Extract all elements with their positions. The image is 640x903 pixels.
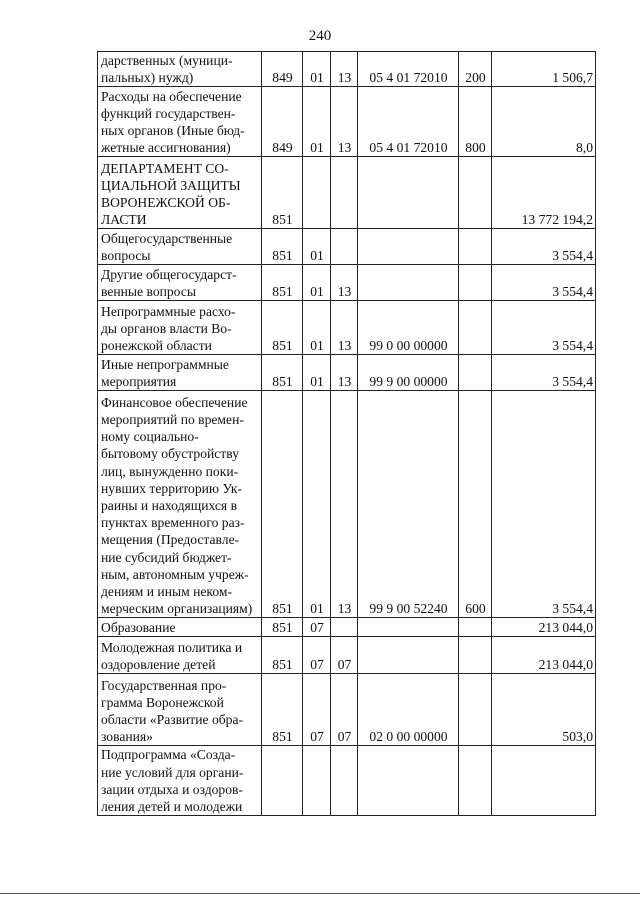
row-gr-code-cell: 851 [262,618,303,637]
row-section-cell [303,746,331,816]
row-expense-type-cell: 600 [459,391,492,618]
row-name-cell [98,355,262,391]
row-name-text: Государственная про- грамма Воронежской области «Развитие обра- зования» [101,677,244,745]
row-subsection-cell [331,618,358,637]
row-gr-code-cell: 851 [262,301,303,355]
row-subsection-cell: 13 [331,301,358,355]
table-row [98,746,596,816]
row-section-cell [303,157,331,229]
row-section-cell: 07 [303,674,331,746]
row-target-article-cell: 99 0 00 00000 [358,301,459,355]
row-target-article-cell [358,157,459,229]
row-amount-cell: 3 554,4 [492,229,596,265]
table-row [98,52,596,87]
row-amount-cell: 503,0 [492,674,596,746]
table-row [98,355,596,391]
row-section-cell: 07 [303,618,331,637]
row-gr-code-cell: 851 [262,674,303,746]
row-name-text: Непрограммные расхо- ды органов власти Во- ронежской области [101,303,236,354]
row-gr-code-cell: 851 [262,637,303,674]
row-section-cell: 01 [303,355,331,391]
table-row [98,87,596,157]
row-expense-type-cell [459,229,492,265]
row-expense-type-cell [459,746,492,816]
row-section-cell: 01 [303,87,331,157]
row-name-text: Финансовое обеспечение мероприятий по времен- ному социально- бытовому обустройству лиц, вынужденно поки- нувших территорию Ук- раины и находящихся в пунктах временного раз- мещения (Предоставле- ние субсидий бюджет- ным, автономным учреж- дениям и иным неком- мерческим организациям) [101,394,253,617]
row-subsection-cell [331,229,358,265]
row-amount-cell: 8,0 [492,87,596,157]
row-name-cell [98,301,262,355]
row-target-article-cell [358,618,459,637]
row-subsection-cell: 13 [331,391,358,618]
row-name-cell [98,87,262,157]
table-row [98,301,596,355]
row-target-article-cell: 05 4 01 72010 [358,52,459,87]
row-name-cell [98,265,262,301]
table-row [98,674,596,746]
table-row [98,618,596,637]
row-section-cell: 07 [303,637,331,674]
table-row [98,637,596,674]
row-section-cell: 01 [303,301,331,355]
row-amount-cell: 3 554,4 [492,355,596,391]
table-row [98,391,596,618]
row-target-article-cell: 02 0 00 00000 [358,674,459,746]
row-gr-code-cell [262,746,303,816]
row-section-cell: 01 [303,265,331,301]
row-name-cell [98,674,262,746]
row-target-article-cell: 99 9 00 52240 [358,391,459,618]
row-subsection-cell [331,746,358,816]
row-section-cell: 01 [303,391,331,618]
row-subsection-cell: 07 [331,674,358,746]
row-name-text: Иные непрограммные мероприятия [101,357,229,390]
row-name-cell [98,229,262,265]
row-gr-code-cell: 849 [262,52,303,87]
row-target-article-cell [358,746,459,816]
row-name-text: дарственных (муници- пальных) нужд) [101,53,233,86]
row-expense-type-cell [459,301,492,355]
row-amount-cell: 13 772 194,2 [492,157,596,229]
row-name-text: Другие общегосударст- венные вопросы [101,267,237,300]
row-expense-type-cell [459,618,492,637]
row-target-article-cell [358,229,459,265]
row-gr-code-cell: 851 [262,157,303,229]
row-name-text: Общегосударственные вопросы [101,231,233,264]
row-expense-type-cell [459,637,492,674]
row-name-cell [98,391,262,618]
row-amount-cell: 213 044,0 [492,618,596,637]
row-gr-code-cell: 849 [262,87,303,157]
row-amount-cell: 213 044,0 [492,637,596,674]
table-row [98,157,596,229]
page-number: 240 [308,28,332,44]
row-amount-cell: 3 554,4 [492,391,596,618]
row-gr-code-cell: 851 [262,391,303,618]
row-subsection-cell: 13 [331,265,358,301]
row-amount-cell: 1 506,7 [492,52,596,87]
row-gr-code-cell: 851 [262,229,303,265]
row-section-cell: 01 [303,52,331,87]
row-section-cell: 01 [303,229,331,265]
budget-table [97,51,596,816]
row-expense-type-cell [459,355,492,391]
table-row [98,265,596,301]
row-name-cell [98,157,262,229]
row-name-cell [98,52,262,87]
row-name-text: Подпрограмма «Созда- ние условий для органи- зации отдыха и оздоров- ления детей и молодежи [101,747,244,815]
row-target-article-cell: 05 4 01 72010 [358,87,459,157]
row-expense-type-cell: 200 [459,52,492,87]
row-target-article-cell [358,637,459,674]
row-target-article-cell: 99 9 00 00000 [358,355,459,391]
row-name-text: Расходы на обеспечение функций государствен- ных органов (Иные бюд- жетные ассигнования) [101,88,245,156]
row-subsection-cell [331,157,358,229]
table-row [98,229,596,265]
row-expense-type-cell: 800 [459,87,492,157]
budget-table-body [98,52,596,816]
row-name-cell [98,637,262,674]
row-name-text: Молодежная политика и оздоровление детей [101,640,243,673]
row-amount-cell: 3 554,4 [492,265,596,301]
row-amount-cell: 3 554,4 [492,301,596,355]
row-subsection-cell: 13 [331,52,358,87]
row-expense-type-cell [459,265,492,301]
page-bottom-rule [0,893,640,894]
row-name-text: Образование [101,620,176,636]
row-expense-type-cell [459,674,492,746]
row-subsection-cell: 07 [331,637,358,674]
row-subsection-cell: 13 [331,355,358,391]
row-name-cell [98,618,262,637]
row-gr-code-cell: 851 [262,355,303,391]
row-name-cell [98,746,262,816]
row-gr-code-cell: 851 [262,265,303,301]
row-name-text: ДЕПАРТАМЕНТ СО- ЦИАЛЬНОЙ ЗАЩИТЫ ВОРОНЕЖСКОЙ ОБ- ЛАСТИ [101,160,241,228]
row-target-article-cell [358,265,459,301]
row-subsection-cell: 13 [331,87,358,157]
row-amount-cell [492,746,596,816]
row-expense-type-cell [459,157,492,229]
